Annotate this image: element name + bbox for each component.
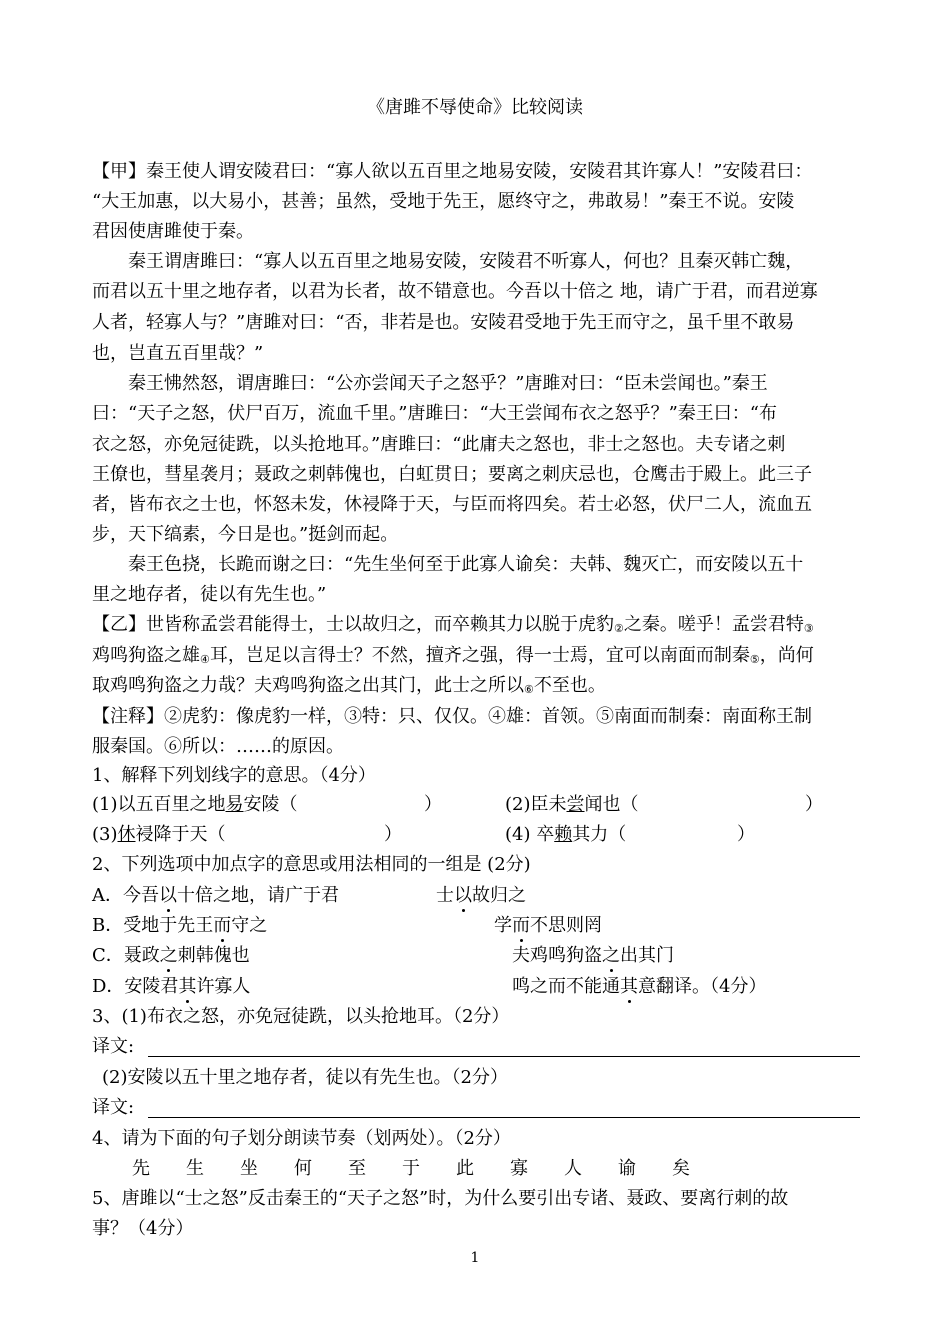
translation-label: 译文: <box>92 1097 135 1118</box>
passage-a-line: 而君以五十里之地存者，以君为长者，故不错意也。今吾以十倍之 地，请广于君，而君逆寡 <box>92 281 818 302</box>
passage-a-line: 里之地存者，徒以有先生也。” <box>92 584 327 605</box>
passage-a-line: 人者，轻寡人与？”唐雎对曰：“否，非若是也。安陵君受地于先王而守之，虽千里不敢易 <box>92 312 795 333</box>
passage-b-line: 鸡鸣狗盗之雄④耳，岂足以言得士？不然，擅齐之强，得一士焉，宜可以南面而制秦⑤，尚何 <box>92 645 814 666</box>
question-1-item: (4) 卒赖其力（ ） <box>505 824 755 845</box>
passage-a-line: “大王加惠，以大易小，甚善；虽然，受地于先王，愿终守之，弗敢易！”秦王不说。安陵 <box>92 191 795 212</box>
option-d-right: 鸣之而不能通其意翻译。（4分） <box>512 976 767 997</box>
option-b-left: B．受地于先王而守之 <box>92 915 268 936</box>
note-marker: ⑥ <box>524 683 534 696</box>
answer-line[interactable] <box>148 1117 860 1118</box>
passage-a-line: 衣之怒，亦免冠徒跣，以头抢地耳。”唐雎曰：“此庸夫之怒也，非士之怒也。夫专诸之刺 <box>92 434 786 455</box>
question-1-item: (2)臣未尝闻也（ ） <box>505 794 823 815</box>
question-5-stem: 5、唐雎以“士之怒”反击秦王的“天子之怒”时，为什么要引出专诸、聂政、要离行刺的故 <box>92 1188 789 1209</box>
notes-line: 服秦国。⑥所以：……的原因。 <box>92 736 344 757</box>
notes-line: 【注释】②虎豹：像虎豹一样，③特：只、仅仅。④雄：首领。⑤南面而制秦：南面称王制 <box>92 706 812 727</box>
passage-a-line: 【甲】秦王使人谓安陵君曰：“寡人欲以五百里之地易安陵，安陵君其许寡人！”安陵君曰： <box>92 161 813 182</box>
passage-b-line: 取鸡鸣狗盗之力哉？夫鸡鸣狗盗之出其门，此士之所以⑥不至也。 <box>92 675 606 696</box>
question-1-item: (3)休祲降于天（ ） <box>92 824 402 845</box>
passage-a-line: 步，天下缟素，今日是也。”挺剑而起。 <box>92 524 399 545</box>
passage-b-line: 【乙】世皆称孟尝君能得士，士以故归之，而卒赖其力以脱于虎豹②之秦。嗟乎！孟尝君特③ <box>92 614 814 635</box>
question-4-stem: 4、请为下面的句子划分朗读节奏（划两处）。（2分） <box>92 1128 511 1149</box>
passage-a-line: 王僚也，彗星袭月；聂政之刺韩傀也，白虹贯日；要离之刺庆忌也，仓鹰击于殿上。此三子 <box>92 464 812 485</box>
page-number: 1 <box>470 1250 480 1266</box>
passage-a-line: 者，皆布衣之士也，怀怒未发，休祲降于天，与臣而将四矣。若士必怒，伏尸二人，流血五 <box>92 494 812 515</box>
passage-a-line: 秦王色挠，长跪而谢之曰：“先生坐何至于此寡人谕矣：夫韩、魏灭亡，而安陵以五十 <box>128 554 804 575</box>
note-marker: ⑤ <box>749 653 760 666</box>
translation-label: 译文: <box>92 1036 135 1057</box>
passage-a-line: 秦王谓唐雎曰：“寡人以五百里之地易安陵，安陵君不听寡人，何也？且秦灭韩亡魏， <box>128 251 804 272</box>
passage-a-line: 曰：“天子之怒，伏尸百万，流血千里。”唐雎曰：“大王尝闻布衣之怒乎？”秦王曰：“布 <box>92 403 778 424</box>
option-c-left: C．聂政之刺韩傀也 <box>92 945 250 966</box>
note-marker: ③ <box>803 622 814 635</box>
option-a-left: A．今吾以十倍之地，请广于君 <box>92 885 339 906</box>
question-2-stem: 2、下列选项中加点字的意思或用法相同的一组是 (2分) <box>92 854 531 875</box>
passage-a-line: 君因使唐雎使于秦。 <box>92 221 254 242</box>
note-marker: ② <box>614 622 624 635</box>
option-c-right: 夫鸡鸣狗盗之出其门 <box>512 945 674 966</box>
passage-a-line: 也，岂直五百里哉？” <box>92 343 264 364</box>
question-1-stem: 1、解释下列划线字的意思。（4分） <box>92 765 376 786</box>
answer-line[interactable] <box>148 1056 860 1057</box>
question-5-stem: 事？（4分） <box>92 1218 194 1239</box>
rhythm-sentence[interactable]: 先 生 坐 何 至 于 此 寡 人 谕 矣 <box>132 1158 690 1179</box>
option-a-right: 士以故归之 <box>436 885 526 906</box>
question-3-part-1: 3、(1)布衣之怒，亦免冠徒跣，以头抢地耳。（2分） <box>92 1006 510 1027</box>
question-1-item: (1)以五百里之地易安陵（ ） <box>92 794 442 815</box>
question-3-part-2: (2)安陵以五十里之地存者，徒以有先生也。（2分） <box>102 1067 508 1088</box>
page-title: 《唐雎不辱使命》比较阅读 <box>367 97 583 118</box>
passage-a-line: 秦王怫然怒，谓唐雎曰：“公亦尝闻天子之怒乎？”唐雎对曰：“臣未尝闻也。”秦王 <box>128 373 768 394</box>
note-marker: ④ <box>200 653 210 666</box>
option-d-left: D．安陵君其许寡人 <box>92 976 251 997</box>
option-b-right: 学而不思则罔 <box>494 915 602 936</box>
